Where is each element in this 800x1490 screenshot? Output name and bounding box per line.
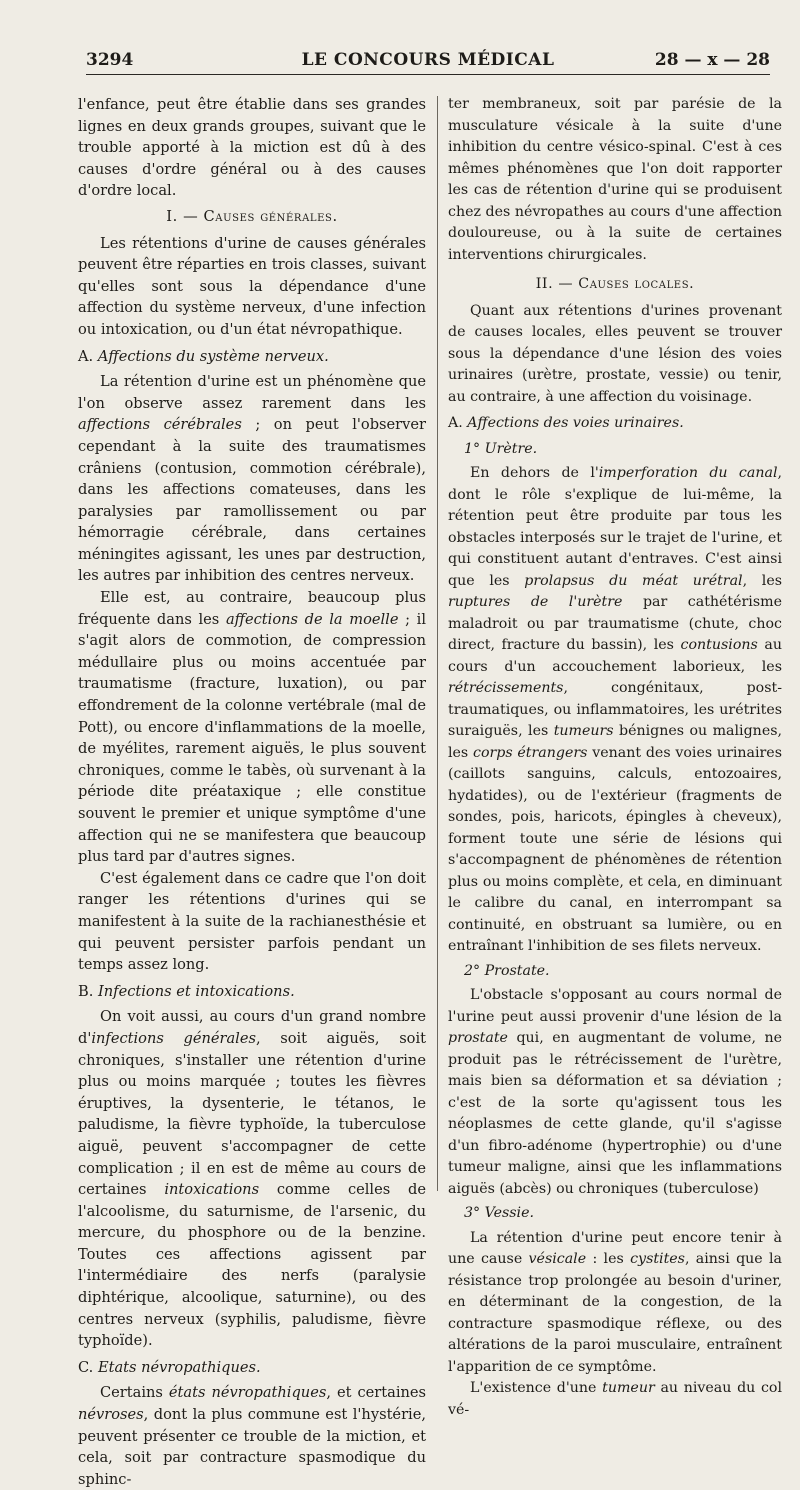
subheading-neuropathic xyxy=(78,1357,426,1379)
paragraph-rachianesthesia: C'est également dans ce cadre que l'on doit ranger les rétentions d'urines qui se manifestent à la suite de la rachianesthésie et qui peuvent persister parfois pendant un temps assez long. xyxy=(78,869,426,974)
subheading-infections xyxy=(78,981,426,1003)
paragraph-urethra: En dehors de l'imperforation du canal, dont le rôle s'explique de lui-même, la rétention peut être produite par tous les obstacles interposés sur le trajet de l'urine, et qui constituent autant d'entraves. C'est ainsi que les prolapsus du méat urétral, les ruptures de l'urètre par cathétérisme maladroit ou par traumatisme (chute, choc direct, fracture du bassin), les contusions au cours d'un accouchement laborieux, les rétrécissements, congénitaux, post-traumatiques, ou inflammatoires, les urétrites suraiguës, les tumeurs bénignes ou malignes, les corps étrangers venant des voies urinaires (caillots sanguins, calculs, entozoaires, hydatides), ou de l'extérieur (fragments de sondes, pois, haricots, épingles à cheveux), forment toute une série de lésions qui s'accompagnent de phénomènes de rétention plus ou moins complète, et cela, en diminuant le calibre du canal, en interrompant sa continuité, en obstruant sa lumière, ou en entraînant l'inhibition de ses filets nerveux. xyxy=(448,465,783,954)
paragraph-prostate: L'obstacle s'opposant au cours normal de l'urine peut aussi provenir d'une lésion de la prostate qui, en augmentant de volume, ne produit pas le rétrécissement de l'urètre, mais bien sa déformation et sa déviation ; c'est de la sorte qu'agissent tous les néoplasmes de cette glande, qu'il s'agisse d'un fibro-adénome (hypertrophie) ou d'une tumeur maligne, ainsi que les inflammations aiguës (abcès) ou chroniques (tuberculose) xyxy=(448,987,782,1197)
page-header xyxy=(86,48,770,75)
subheading-label: B. xyxy=(78,982,94,1000)
subheading-title: Affections des voies urinaires. xyxy=(467,415,684,431)
subheading-title: Etats névropathiques. xyxy=(97,1358,261,1376)
subheading-title: Affections du système nerveux. xyxy=(97,347,329,365)
section-heading-general-causes: I. — Causes générales. xyxy=(166,207,338,225)
subheading-urinary-tract xyxy=(448,413,782,435)
paragraph-infections: On voit aussi, au cours d'un grand nombre d'infections générales, soit aiguës, soit chroniques, s'installer une rétention d'urine plus ou moins marquée ; toutes les fièvres éruptives, la dysenterie, le tétanos, le paludisme, la fièvre typhoïde, la tuberculose aiguë, peuvent s'accompagner de cette complication ; il en est de même au cours de certaines intoxications comme celles de l'alcoolisme, du saturnisme, de l'arsenic, du mercure, du phosphore ou de la benzine. Toutes ces affections agissent par l'intermédiaire des nerfs (paralysie diphtérique, alcoolique, saturnine), ou des centres nerveux (syphilis, paludisme, fièvre typhoïde). xyxy=(78,1008,427,1350)
right-column xyxy=(448,94,782,1421)
subheading-urethra: 1° Urètre. xyxy=(464,440,538,457)
subheading-label: C. xyxy=(78,1358,94,1376)
subheading-prostate: 2° Prostate. xyxy=(464,962,550,979)
issue-date: 28 — x — 28 xyxy=(654,50,770,70)
subheading-title: Infections et intoxications. xyxy=(98,982,295,1000)
subheading-label: A. xyxy=(78,347,94,365)
subheading-bladder: 3° Vessie. xyxy=(464,1205,534,1221)
paragraph-local-causes: Quant aux rétentions d'urines provenant de causes locales, elles peuvent se trouver sous la dépendance d'une lésion des voies urinaires (urètre, prostate, vessie) ou tenir, au contraire, à une affection du voisinage. xyxy=(448,302,782,405)
paragraph-bladder: La rétention d'urine peut encore tenir à une cause vésicale : les cystites, ainsi que la résistance trop prolongée au besoin d'uriner, en déterminant de la congestion, de la contracture spasmodique réflexe, ou des altérations de la paroi musculaire, entraînent l'apparition de ce symptôme. xyxy=(448,1229,783,1375)
page-number: 3294 xyxy=(86,50,134,70)
column-divider xyxy=(437,96,438,1191)
subheading-label: A. xyxy=(448,415,463,431)
paragraph-neuroses: Certains états névropathiques, et certaines névroses, dont la plus commune est l'hystérie, peuvent présenter ce trouble de la miction, et cela, soit par contracture spasmodique du sphinc- xyxy=(78,1384,427,1488)
paragraph-continuation: ter membraneux, soit par parésie de la musculature vésicale à la suite d'une inhibition du centre vésico-spinal. C'est à ces mêmes phénomènes que l'on doit rapporter les cas de rétention d'urine qui se produisent chez des névropathes au cours d'une affection douloureuse, ou à la suite de certaines interventions chirurgicales. xyxy=(448,96,782,263)
paragraph-cerebral: La rétention d'urine est un phénomène que l'on observe assez rarement dans les affections cérébrales ; on peut l'observer cependant à la suite des traumatismes crâniens (contusion, commotion cérébrale), dans les affections comateuses, dans les paralysies par ramollissement ou par hémorragie cérébrale, dans certaines méningites agissant, les unes par destruction, les autres par inhibition des centres nerveux. xyxy=(78,373,427,585)
paragraph-spinal: Elle est, au contraire, beaucoup plus fréquente dans les affections de la moelle ; il s'agit alors de commotion, de compression médullaire plus ou moins accentuée par traumatisme (fracture, luxation), ou par effondrement de la colonne vertébrale (mal de Pott), ou encore d'inflammations de la moelle, de myélites, rarement aiguës, le plus souvent chroniques, comme le tabès, où survenant à la période dite préataxique ; elle constitue souvent le premier et unique symptôme d'une affection qui ne se manifestera que beaucoup plus tard par d'autres signes. xyxy=(78,589,427,866)
section-heading-local-causes: II. — Causes locales. xyxy=(535,276,695,292)
journal-title: LE CONCOURS MÉDICAL xyxy=(301,50,555,70)
subheading-nervous-system xyxy=(78,346,426,368)
left-column xyxy=(78,94,426,1490)
paragraph-general-causes: Les rétentions d'urine de causes générales peuvent être réparties en trois classes, suivant qu'elles sont sous la dépendance d'une affection du système nerveux, d'une infection ou intoxication, ou d'un état névropathique. xyxy=(78,234,426,338)
intro-paragraph: l'enfance, peut être établie dans ses grandes lignes en deux grands groupes, suivant que le trouble apporté à la miction est dû à des causes d'ordre général ou à des causes d'ordre local. xyxy=(78,96,426,200)
paragraph-bladder-tumor: L'existence d'une tumeur au niveau du col vé- xyxy=(448,1380,782,1418)
